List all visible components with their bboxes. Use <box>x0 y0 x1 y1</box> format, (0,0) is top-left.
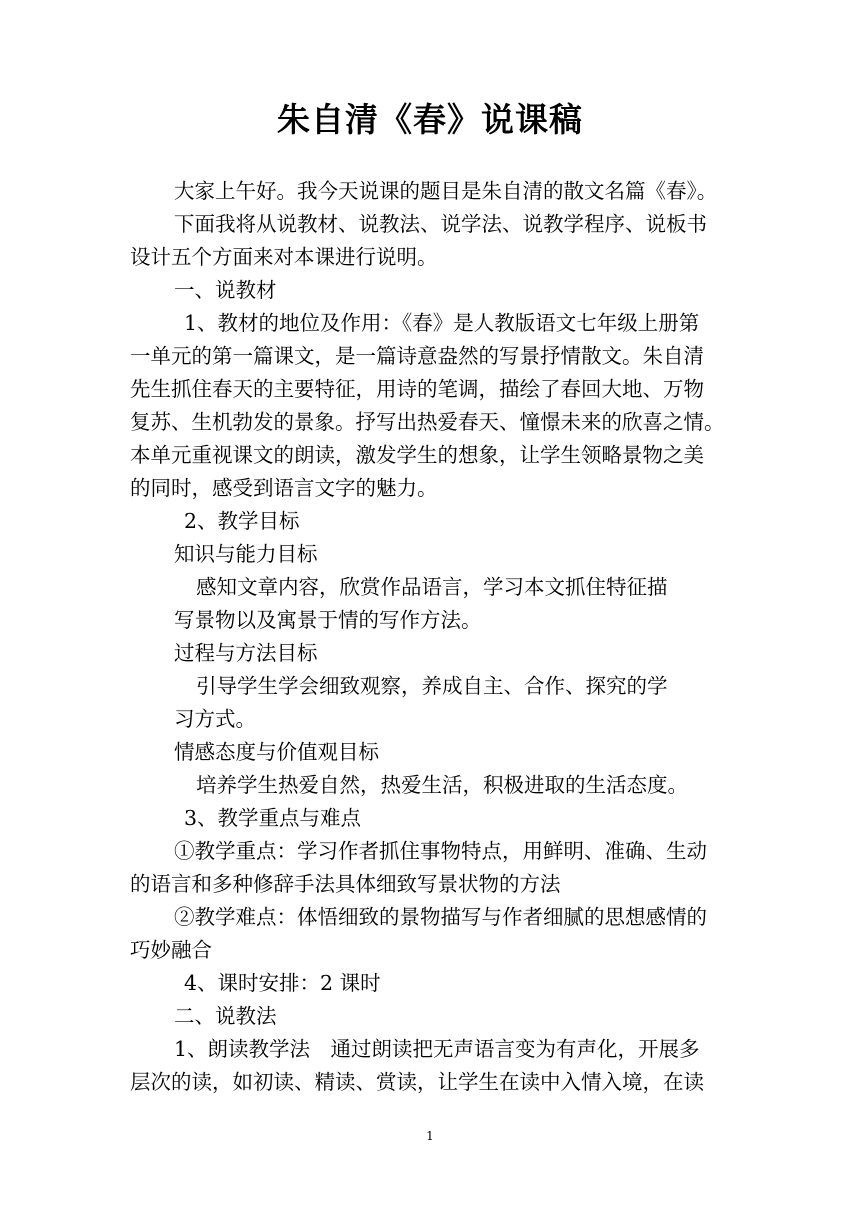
text-line: 习方式。 <box>174 707 256 731</box>
text-line: 复苏、生机勃发的景象。抒写出热爱春天、憧憬未来的欣喜之情。 <box>130 410 725 434</box>
text-line: 层次的读，如初读、精读、赏读，让学生在读中入情入境，在读 <box>130 1070 704 1094</box>
text-line: 引导学生学会细致观察，养成自主、合作、探究的学 <box>196 674 668 698</box>
objective-heading: 知识与能力目标 <box>174 542 318 566</box>
text-line: 的语言和多种修辞手法具体细致写景状物的方法 <box>130 872 561 896</box>
text-line: 培养学生热爱自然，热爱生活，积极进取的生活态度。 <box>196 773 688 797</box>
document-title: 朱自清《春》说课稿 <box>277 100 583 139</box>
text-line: 的同时，感受到语言文字的魅力。 <box>130 476 438 500</box>
objective-heading: 过程与方法目标 <box>174 641 318 665</box>
text-line: ①教学重点：学习作者抓住事物特点，用鲜明、准确、生动 <box>174 839 707 863</box>
text-line: 1、朗读教学法 通过朗读把无声语言变为有声化，开展多 <box>174 1037 700 1061</box>
subsection-heading: 4、课时安排：2 课时 <box>184 971 381 995</box>
section-heading: 二、说教法 <box>174 1004 277 1028</box>
text-line: 写景物以及寓景于情的写作方法。 <box>174 608 482 632</box>
text-line: 设计五个方面来对本课进行说明。 <box>130 245 438 269</box>
text-line: 巧妙融合 <box>130 938 212 962</box>
objective-heading: 情感态度与价值观目标 <box>174 740 379 764</box>
text-line: 1、教材的地位及作用：《春》是人教版语文七年级上册第 <box>184 311 700 335</box>
text-line: 一单元的第一篇课文，是一篇诗意盎然的写景抒情散文。朱自清 <box>130 344 704 368</box>
section-heading: 一、说教材 <box>174 278 277 302</box>
text-line: ②教学难点：体悟细致的景物描写与作者细腻的思想感情的 <box>174 905 707 929</box>
text-line: 下面我将从说教材、说教法、说学法、说教学程序、说板书 <box>174 212 707 236</box>
text-line: 本单元重视课文的朗读，激发学生的想象，让学生领略景物之美 <box>130 443 704 467</box>
subsection-heading: 3、教学重点与难点 <box>184 806 362 830</box>
text-line: 感知文章内容，欣赏作品语言，学习本文抓住特征描 <box>196 575 668 599</box>
text-line: 大家上午好。我今天说课的题目是朱自清的散文名篇《春》。 <box>174 179 718 203</box>
page-number: 1 <box>426 1129 434 1143</box>
text-line: 先生抓住春天的主要特征，用诗的笔调，描绘了春回大地、万物 <box>130 377 704 401</box>
subsection-heading: 2、教学目标 <box>184 509 300 533</box>
